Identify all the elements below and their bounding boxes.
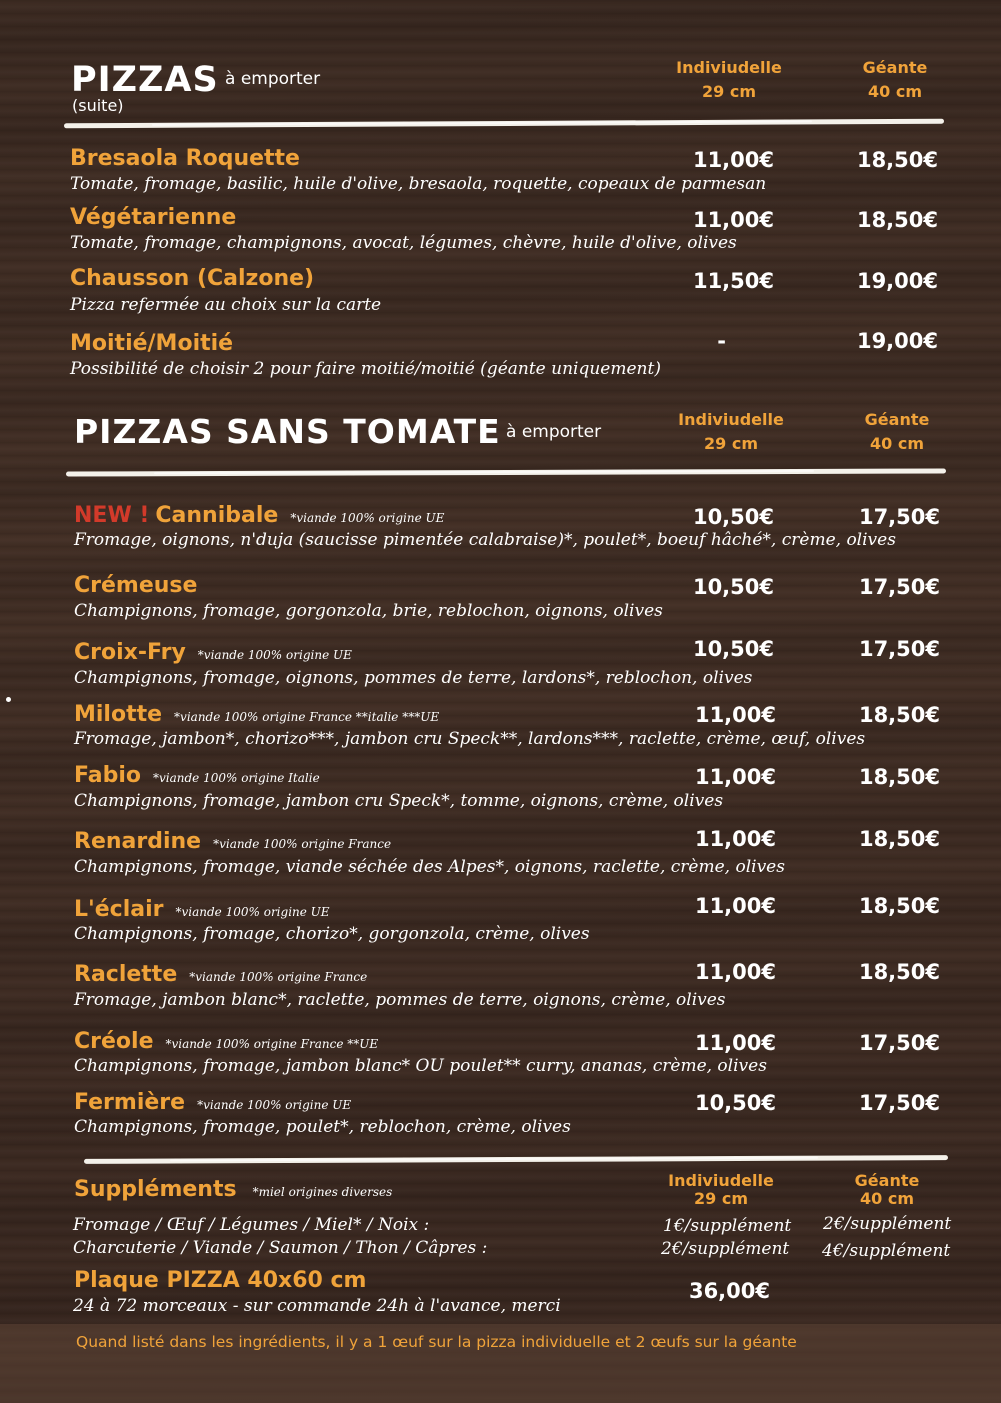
item-name [74,897,330,922]
price-geante: 17,50€ [858,1091,940,1115]
origin-note: *viande 100% origine UE [175,905,330,919]
price-individuelle: 11,00€ [692,148,774,172]
item-desc: Champignons, fromage, chorizo*, gorgonzola, crème, olives [74,924,590,944]
section2-col-geante [822,408,972,456]
item-name [74,829,391,854]
price-individuelle: 10,50€ [694,1091,776,1115]
divider-stroke [66,468,946,476]
item-name [74,573,209,598]
origin-note: *viande 100% origine France [189,970,368,984]
price-individuelle: 11,00€ [694,1031,776,1055]
plaque-name: Plaque PIZZA 40x60 cm [74,1268,367,1293]
supplements-note: *miel origines diverses [252,1185,393,1199]
price-geante: 18,50€ [858,827,940,851]
item-title: Renardine [74,829,202,854]
col-label: Géante [862,58,928,77]
price-geante: 19,00€ [856,329,938,353]
item-name [74,962,367,987]
supp-price-2-geante: 4€/supplément [822,1241,951,1261]
section1-takeaway: à emporter [225,69,321,89]
item-title: Raclette [74,962,178,987]
price-individuelle: 11,00€ [692,208,774,232]
price-geante: 18,50€ [856,148,938,172]
item-name [74,1090,351,1115]
origin-note: *viande 100% origine France **italie ***UE [174,710,440,724]
price-geante: 17,50€ [858,637,940,661]
item-desc: Champignons, fromage, gorgonzola, brie, reblochon, oignons, olives [74,601,663,621]
price-geante: 18,50€ [858,703,940,727]
origin-note: *viande 100% origine France [213,837,392,851]
col-size: 29 cm [702,82,756,101]
price-individuelle: 11,50€ [692,269,774,293]
section1-col-individuelle [654,56,804,104]
origin-note: *viande 100% origine France **UE [165,1037,379,1051]
price-individuelle: - [717,329,726,353]
supp-price-2-individuelle: 2€/supplément [661,1239,790,1259]
divider-stroke [64,119,944,129]
price-geante: 19,00€ [856,269,938,293]
item-title: Crémeuse [74,573,198,598]
section2-takeaway: à emporter [506,422,602,442]
col-size: 29 cm [704,434,758,453]
supp-price-1-geante: 2€/supplément [823,1214,952,1234]
item-desc: Fromage, jambon*, chorizo***, jambon cru Speck**, lardons***, raclette, crème, œuf, olives [74,729,866,749]
price-geante: 18,50€ [856,208,938,232]
item-name [74,503,444,528]
item-desc: Champignons, fromage, viande séchée des Alpes*, oignons, raclette, crème, olives [74,857,785,877]
price-individuelle: 11,00€ [694,765,776,789]
item-desc: Pizza refermée au choix sur la carte [70,295,382,315]
item-name: Moitié/Moitié [70,331,234,356]
price-individuelle: 10,50€ [692,637,774,661]
item-desc: Champignons, fromage, oignons, pommes de terre, lardons*, reblochon, olives [74,668,753,688]
supplement-line-2: Charcuterie / Viande / Saumon / Thon / Câpres : [73,1238,488,1258]
bullet-dot [6,697,11,702]
section1-col-geante [820,56,970,104]
price-individuelle: 11,00€ [694,703,776,727]
item-title: L'éclair [74,897,164,922]
item-title: Croix-Fry [74,640,186,665]
section1-title: PIZZAS [71,60,219,100]
supplements-heading: Suppléments [74,1177,237,1202]
section2-title: PIZZAS SANS TOMATE [74,412,501,451]
origin-note: *viande 100% origine Italie [153,771,320,785]
item-title: Fermière [74,1090,186,1115]
origin-note: *viande 100% origine UE [197,1098,352,1112]
price-geante: 17,50€ [858,505,940,529]
col-label: Indiviudelle [676,58,782,77]
item-title: Milotte [74,702,163,727]
price-geante: 18,50€ [858,894,940,918]
supplements-title [74,1177,392,1202]
price-individuelle: 11,00€ [694,960,776,984]
supp-price-1-individuelle: 1€/supplément [663,1216,792,1236]
price-geante: 18,50€ [858,960,940,984]
supplements-col-geante [812,1172,962,1208]
item-name [74,640,352,665]
footer-note: Quand listé dans les ingrédients, il y a 1 œuf sur la pizza individuelle et 2 œufs sur la géante [76,1333,797,1351]
new-badge: NEW ! [74,503,150,528]
col-label: Géante [854,1171,920,1190]
item-desc: Possibilité de choisir 2 pour faire moitié/moitié (géante uniquement) [70,359,661,379]
plaque-desc: 24 à 72 morceaux - sur commande 24h à l'avance, merci [73,1296,561,1316]
col-label: Indiviudelle [678,410,784,429]
origin-note: *viande 100% origine UE [197,648,352,662]
item-title: Cannibale [155,503,279,528]
item-desc: Champignons, fromage, jambon cru Speck*, tomme, oignons, crème, olives [74,791,724,811]
item-desc: Champignons, fromage, poulet*, reblochon, crème, olives [74,1117,571,1137]
item-desc: Tomate, fromage, basilic, huile d'olive, bresaola, roquette, copeaux de parmesan [70,174,767,194]
item-name [74,702,439,727]
col-size: 40 cm [870,434,924,453]
section1-subtitle: (suite) [72,96,124,115]
item-name [74,763,320,788]
price-geante: 17,50€ [858,575,940,599]
item-desc: Tomate, fromage, champignons, avocat, légumes, chèvre, huile d'olive, olives [70,233,737,253]
item-name: Chausson (Calzone) [70,266,315,291]
price-individuelle: 10,50€ [692,575,774,599]
divider-stroke [84,1155,948,1164]
item-desc: Champignons, fromage, jambon blanc* OU poulet** curry, ananas, crème, olives [74,1056,767,1076]
price-geante: 17,50€ [858,1031,940,1055]
origin-note: *viande 100% origine UE [290,511,445,525]
col-size: 40 cm [868,82,922,101]
item-title: Fabio [74,763,141,788]
item-name: Bresaola Roquette [70,146,300,171]
price-geante: 18,50€ [858,765,940,789]
supplements-col-individuelle [646,1172,796,1208]
section2-col-individuelle [656,408,806,456]
supplement-line-1: Fromage / Œuf / Légumes / Miel* / Noix : [73,1215,430,1235]
item-name: Végétarienne [70,205,237,230]
col-size: 40 cm [860,1189,914,1208]
price-individuelle: 11,00€ [694,827,776,851]
price-individuelle: 11,00€ [694,894,776,918]
col-label: Géante [864,410,930,429]
price-individuelle: 10,50€ [692,505,774,529]
item-title: Créole [74,1029,154,1054]
item-desc: Fromage, jambon blanc*, raclette, pommes de terre, oignons, crème, olives [74,990,726,1010]
plaque-price: 36,00€ [688,1279,770,1303]
col-label: Indiviudelle [668,1171,774,1190]
item-desc: Fromage, oignons, n'duja (saucisse pimentée calabraise)*, poulet*, boeuf hâché*, crème, olives [74,530,896,550]
col-size: 29 cm [694,1189,748,1208]
item-name [74,1029,378,1054]
